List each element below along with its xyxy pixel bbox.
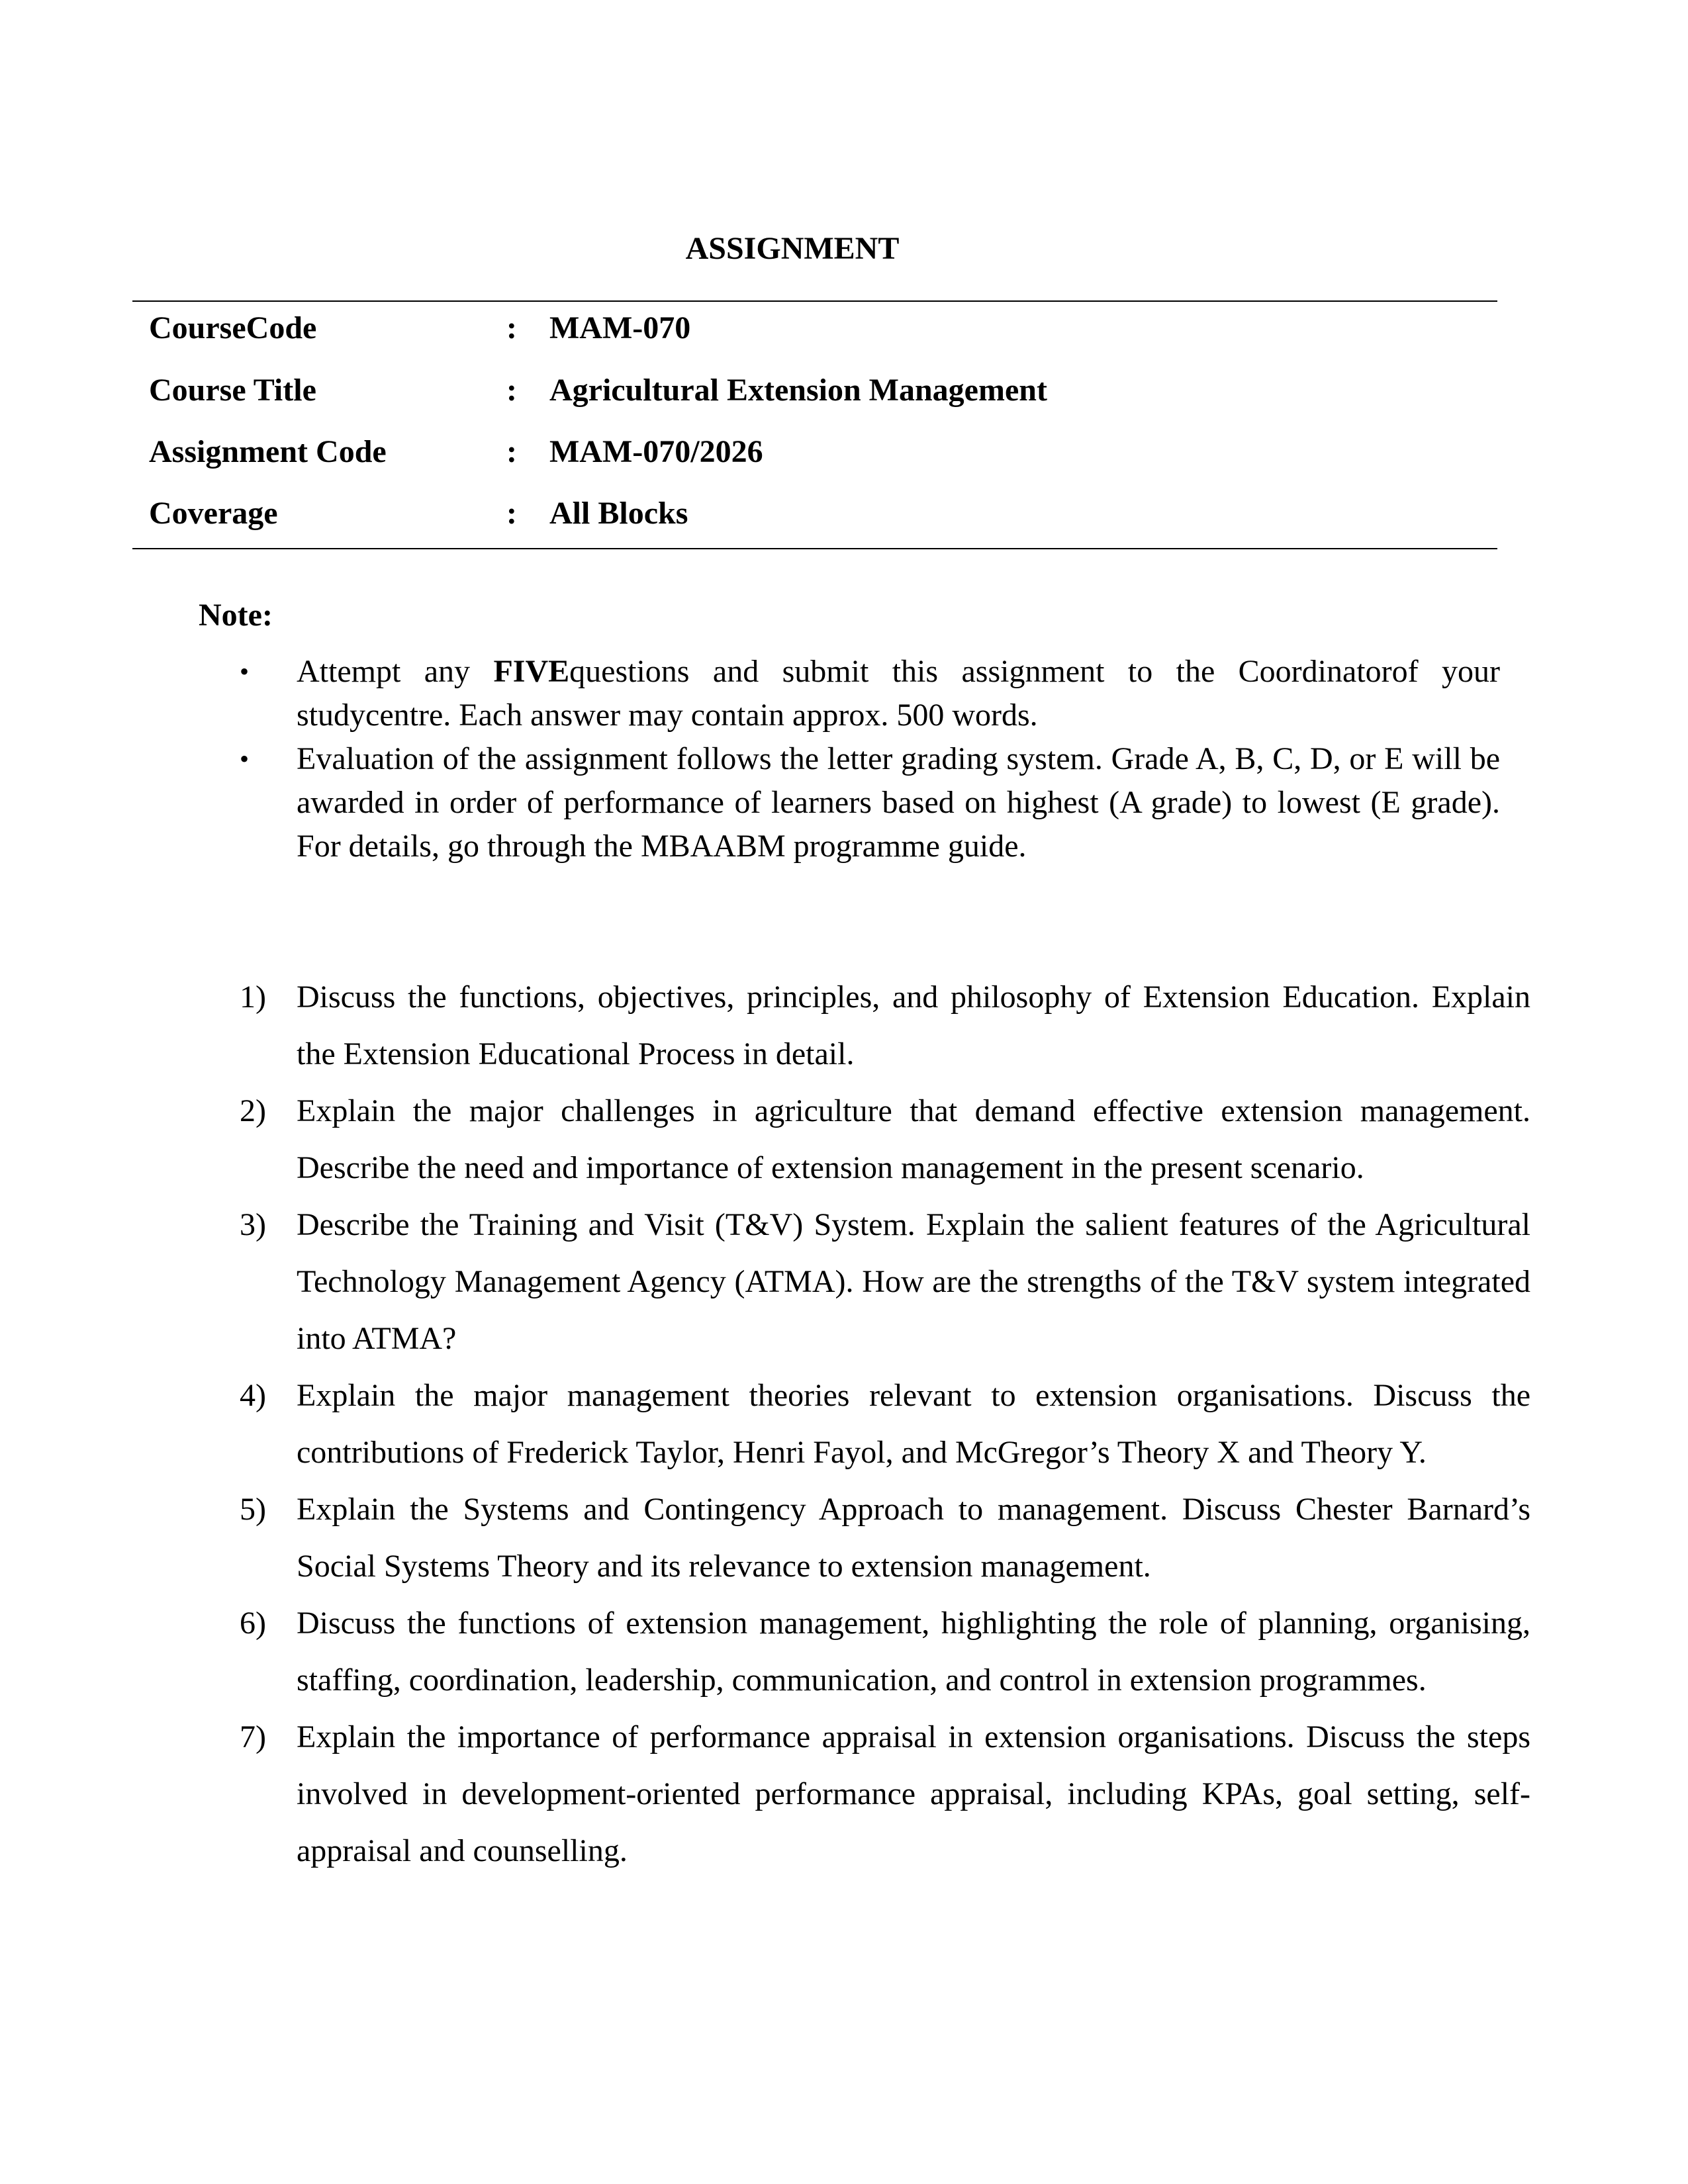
question-item bbox=[240, 1481, 1530, 1595]
question-item bbox=[240, 1709, 1530, 1880]
question-text: Explain the Systems and Contingency Approach to management. Discuss Chester Barnard’s Social Systems Theory and its relevance to extension management. bbox=[297, 1492, 1530, 1584]
question-item bbox=[240, 1083, 1530, 1197]
question-number: 2) bbox=[240, 1093, 266, 1128]
question-number: 4) bbox=[240, 1378, 266, 1413]
question-text: Discuss the functions, objectives, principles, and philosophy of Extension Education. Explain the Extension Educational Process in detail. bbox=[297, 979, 1530, 1071]
header-bottom-rule bbox=[132, 548, 1497, 549]
question-number: 1) bbox=[240, 979, 266, 1015]
question-item bbox=[240, 969, 1530, 1083]
note-text: Evaluation of the assignment follows the letter grading system. Grade A, B, C, D, or E will be awarded in order of performance of learners based on highest (A grade) to lowest (E grade). For details, go through the MBAABM programme guide. bbox=[297, 741, 1500, 864]
meta-label: Course Title bbox=[149, 373, 316, 408]
note-emphasis: FIVE bbox=[493, 654, 570, 689]
note-list bbox=[240, 650, 1500, 868]
meta-label: Coverage bbox=[149, 496, 278, 531]
meta-separator: : bbox=[506, 373, 517, 408]
meta-value: All Blocks bbox=[549, 496, 688, 531]
header-top-rule bbox=[132, 300, 1497, 302]
meta-value: MAM-070/2026 bbox=[549, 434, 763, 469]
question-item bbox=[240, 1367, 1530, 1481]
question-item bbox=[240, 1197, 1530, 1367]
question-item bbox=[240, 1595, 1530, 1709]
meta-separator: : bbox=[506, 496, 517, 531]
meta-value: Agricultural Extension Management bbox=[549, 373, 1047, 408]
note-text: questions and submit this assignment to the Coordinatorof your studycentre. Each answer may contain approx. 500 words. bbox=[297, 654, 1501, 733]
meta-value: MAM-070 bbox=[549, 310, 691, 345]
meta-label: Assignment Code bbox=[149, 434, 387, 469]
question-text: Describe the Training and Visit (T&V) System. Explain the salient features of the Agricultural Technology Management Agency (ATMA). How are the strengths of the T&V system integrated into ATMA? bbox=[297, 1207, 1530, 1356]
note-item bbox=[240, 737, 1500, 868]
note-text: Attempt any bbox=[297, 654, 494, 689]
note-label: Note: bbox=[199, 598, 273, 633]
meta-separator: : bbox=[506, 310, 517, 345]
bullet-icon: • bbox=[240, 657, 250, 686]
meta-separator: : bbox=[506, 434, 517, 469]
question-list bbox=[240, 969, 1530, 1880]
question-number: 7) bbox=[240, 1719, 266, 1754]
question-number: 3) bbox=[240, 1207, 266, 1242]
page-title: ASSIGNMENT bbox=[685, 231, 900, 266]
meta-label: CourseCode bbox=[149, 310, 317, 345]
question-text: Explain the major management theories relevant to extension organisations. Discuss the contributions of Frederick Taylor, Henri Fayol, and McGregor’s Theory X and Theory Y. bbox=[297, 1378, 1530, 1470]
bullet-icon: • bbox=[240, 744, 250, 774]
question-text: Discuss the functions of extension management, highlighting the role of planning, organising, staffing, coordination, leadership, communication, and control in extension programmes. bbox=[297, 1606, 1530, 1698]
question-text: Explain the importance of performance appraisal in extension organisations. Discuss the steps involved in development-oriented performance appraisal, including KPAs, goal setting, self-appraisal and counselling. bbox=[297, 1719, 1530, 1868]
question-number: 5) bbox=[240, 1492, 266, 1527]
question-text: Explain the major challenges in agriculture that demand effective extension management. Describe the need and importance of extension management in the present scenario. bbox=[297, 1093, 1530, 1185]
note-item bbox=[240, 650, 1500, 737]
question-number: 6) bbox=[240, 1606, 266, 1641]
